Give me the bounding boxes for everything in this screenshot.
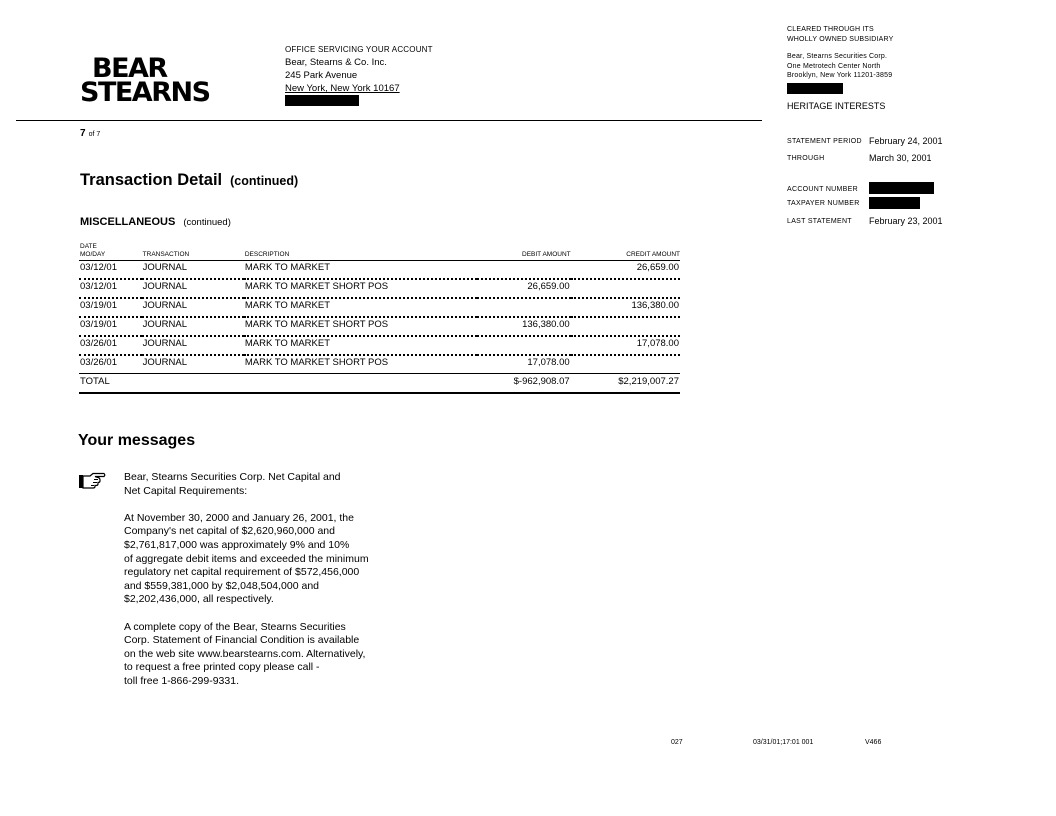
- statement-period-value: February 24, 2001: [869, 136, 943, 146]
- message-paragraph: Bear, Stearns Securities Corp. Net Capital and Net Capital Requirements:: [124, 471, 341, 497]
- office-line: 245 Park Avenue: [285, 70, 358, 81]
- cell-debit: 136,380.00: [477, 317, 570, 336]
- clearing-heading: CLEARED THROUGH ITS: [787, 26, 874, 33]
- cell-date: 03/26/01: [79, 355, 142, 374]
- cell-credit: [571, 355, 680, 374]
- cell-date: 03/12/01: [79, 261, 142, 280]
- table-row: [79, 279, 680, 298]
- logo-line1: BEAR: [92, 53, 167, 84]
- account-name: HERITAGE INTERESTS: [787, 101, 886, 111]
- taxpayer-number-redacted: [869, 197, 920, 209]
- cell-date: 03/12/01: [79, 279, 142, 298]
- redaction-bar: [787, 83, 843, 94]
- table-row: [79, 317, 680, 336]
- cell-transaction: JOURNAL: [142, 261, 244, 280]
- section-title-text: Transaction Detail: [80, 171, 223, 189]
- cell-credit: 136,380.00: [571, 298, 680, 317]
- cell-transaction: JOURNAL: [142, 317, 244, 336]
- col-transaction: TRANSACTION: [142, 243, 244, 261]
- clearing-address: Bear, Stearns Securities Corp.: [787, 53, 888, 60]
- cell-credit: [571, 279, 680, 298]
- cell-description: MARK TO MARKET: [244, 298, 477, 317]
- office-servicing-block: [285, 43, 433, 110]
- bear-stearns-logo: [80, 53, 210, 108]
- cell-transaction: JOURNAL: [142, 336, 244, 355]
- subsection-title-text: MISCELLANEOUS: [80, 216, 176, 228]
- col-credit: CREDIT AMOUNT: [571, 243, 680, 261]
- cell-transaction: JOURNAL: [142, 279, 244, 298]
- message-paragraph: A complete copy of the Bear, Stearns Securities Corp. Statement of Financial Condition is available on the web site www.bearstearns.com. Alternatively, to request a free printed copy please call - toll free 1-866-299-9331.: [124, 620, 366, 687]
- cell-credit: 17,078.00: [571, 336, 680, 355]
- clearing-address: Brooklyn, New York 11201-3859: [787, 72, 893, 79]
- cell-transaction: JOURNAL: [142, 298, 244, 317]
- page-of: of 7: [88, 131, 101, 138]
- office-line: New York, New York 10167: [285, 83, 400, 94]
- logo-line2: STEARNS: [80, 77, 210, 108]
- cell-date: 03/26/01: [79, 336, 142, 355]
- subsection-title: [80, 216, 231, 228]
- table-row: [79, 336, 680, 355]
- account-number-label: ACCOUNT NUMBER: [787, 186, 858, 193]
- cell-debit: [477, 298, 570, 317]
- total-row: [79, 374, 680, 394]
- cell-credit: 26,659.00: [571, 261, 680, 280]
- footer-timestamp: 03/31/01;17:01 001: [753, 739, 814, 746]
- clearing-address: One Metrotech Center North: [787, 62, 881, 70]
- office-heading: OFFICE SERVICING YOUR ACCOUNT: [285, 45, 433, 54]
- pointing-hand-icon: [78, 472, 106, 490]
- redaction-bar: [285, 95, 359, 106]
- header-rule: [16, 120, 762, 121]
- cell-date: 03/19/01: [79, 317, 142, 336]
- cell-debit: [477, 336, 570, 355]
- message-body: [124, 471, 404, 702]
- cell-description: MARK TO MARKET SHORT POS: [244, 355, 477, 374]
- through-value: March 30, 2001: [869, 153, 932, 163]
- taxpayer-number-label: TAXPAYER NUMBER: [787, 200, 860, 207]
- messages-title: Your messages: [78, 432, 196, 449]
- through-label: THROUGH: [787, 155, 825, 162]
- table-row: [79, 261, 680, 280]
- table-row: [79, 298, 680, 317]
- footer-version: V466: [865, 739, 882, 746]
- cell-description: MARK TO MARKET SHORT POS: [244, 317, 477, 336]
- message-paragraph: At November 30, 2000 and January 26, 2001, the Company's net capital of $2,620,960,000 and $2,761,817,000 was approximately 9% and 10% of aggregate debit items and exceeded the minimum regulatory net capital requirement of $572,456,000 and $559,381,000 by $2,048,504,000 and $2,202,436,000, all respectively.: [124, 511, 369, 606]
- cell-transaction: JOURNAL: [142, 355, 244, 374]
- cell-debit: 26,659.00: [477, 279, 570, 298]
- cell-date: 03/19/01: [79, 298, 142, 317]
- statement-period-label: STATEMENT PERIOD: [787, 138, 862, 145]
- clearing-heading: WHOLLY OWNED SUBSIDIARY: [787, 35, 894, 43]
- cell-credit: [571, 317, 680, 336]
- account-number-redacted: [869, 182, 934, 194]
- cell-description: MARK TO MARKET: [244, 336, 477, 355]
- office-line: Bear, Stearns & Co. Inc.: [285, 57, 387, 68]
- total-credit: $2,219,007.27: [571, 374, 680, 394]
- cell-description: MARK TO MARKET SHORT POS: [244, 279, 477, 298]
- table-row: [79, 355, 680, 374]
- section-title: [80, 171, 298, 190]
- last-statement-value: February 23, 2001: [869, 216, 943, 226]
- footer-code: 027: [671, 739, 683, 746]
- page-current: 7: [80, 128, 86, 139]
- page-number: [80, 128, 100, 139]
- last-statement-label: LAST STATEMENT: [787, 218, 852, 225]
- total-label: TOTAL: [79, 374, 142, 394]
- clearing-block: [787, 25, 894, 97]
- col-debit: DEBIT AMOUNT: [477, 243, 570, 261]
- cell-debit: 17,078.00: [477, 355, 570, 374]
- table-header-row: [79, 243, 680, 261]
- cell-debit: [477, 261, 570, 280]
- cell-description: MARK TO MARKET: [244, 261, 477, 280]
- transaction-table: [79, 243, 680, 394]
- section-title-suffix: (continued): [230, 174, 299, 188]
- col-date: DATE MO/DAY: [79, 243, 142, 261]
- subsection-suffix: (continued): [183, 217, 231, 228]
- total-debit: $-962,908.07: [477, 374, 570, 394]
- col-description: DESCRIPTION: [244, 243, 477, 261]
